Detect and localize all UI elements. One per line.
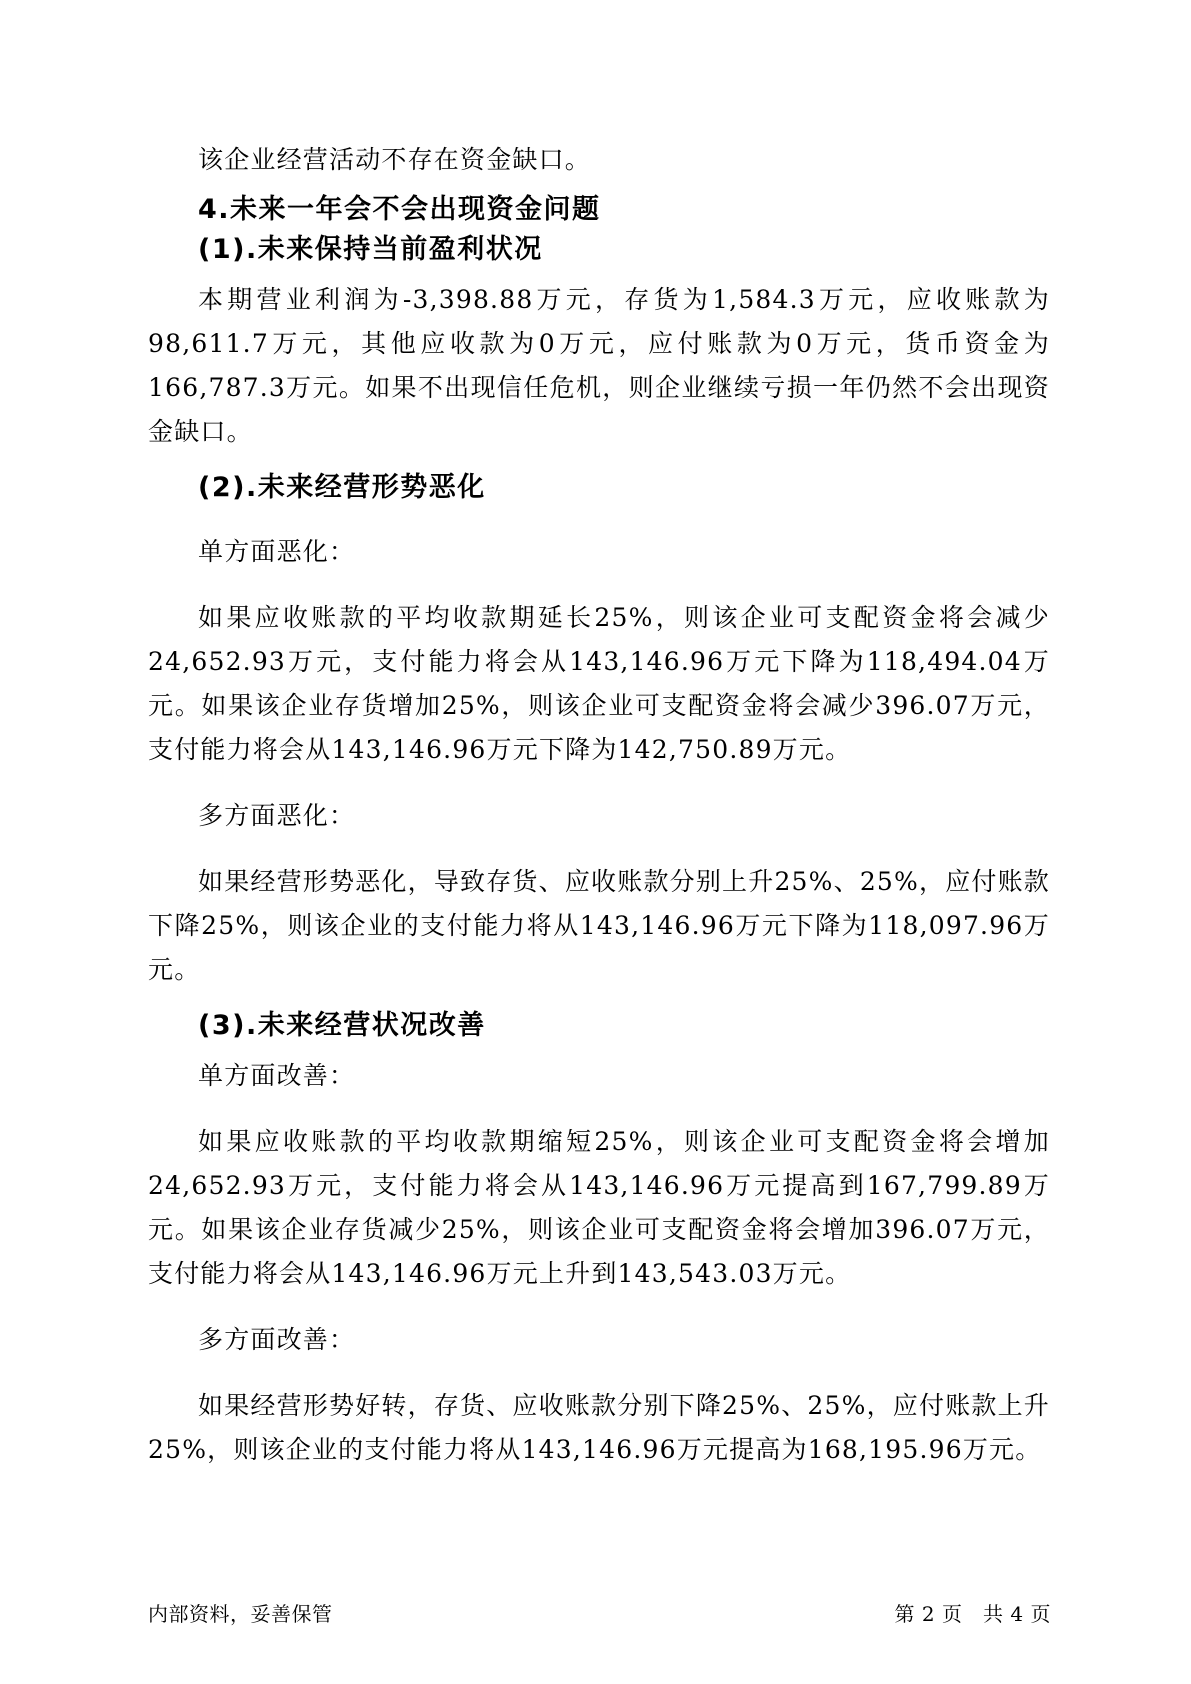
paragraph-multi-deterioration: 如果经营形势恶化，导致存货、应收账款分别上升25%、25%，应付账款下降25%，则该企业的支付能力将从143,146.96万元下降为118,097.96万元。 <box>148 867 1050 984</box>
paragraph-single-improvement-label: 单方面改善： <box>198 1061 356 1090</box>
paragraph-current-profit: 本期营业利润为-3,398.88万元，存货为1,584.3万元，应收账款为98,611.7万元，其他应收款为0万元，应付账款为0万元，货币资金为166,787.3万元。如果不出现信任危机，则企业继续亏损一年仍然不会出现资金缺口。 <box>148 285 1050 446</box>
subsection-heading-4-2: (2).未来经营形势恶化 <box>198 472 486 503</box>
paragraph-single-deterioration: 如果应收账款的平均收款期延长25%，则该企业可支配资金将会减少24,652.93万元，支付能力将会从143,146.96万元下降为118,494.04万元。如果该企业存货增加25%，则该企业可支配资金将会减少396.07万元，支付能力将会从143,146.96万元下降为142,750.89万元。 <box>148 603 1050 764</box>
paragraph-multi-improvement: 如果经营形势好转，存货、应收账款分别下降25%、25%，应付账款上升25%，则该企业的支付能力将从143,146.96万元提高为168,195.96万元。 <box>148 1391 1050 1464</box>
paragraph-single-deterioration-label: 单方面恶化： <box>198 537 356 566</box>
subsection-heading-4-3: (3).未来经营状况改善 <box>198 1010 486 1041</box>
footer-confidential-note: 内部资料，妥善保管 <box>148 1602 333 1626</box>
paragraph-multi-improvement-label: 多方面改善： <box>198 1325 356 1354</box>
page-body <box>148 138 1050 1472</box>
paragraph-single-improvement: 如果应收账款的平均收款期缩短25%，则该企业可支配资金将会增加24,652.93万元，支付能力将会从143,146.96万元提高到167,799.89万元。如果该企业存货减少25%，则该企业可支配资金将会增加396.07万元，支付能力将会从143,146.96万元上升到143,543.03万元。 <box>148 1127 1050 1288</box>
section-heading-4: 4.未来一年会不会出现资金问题 <box>198 194 601 225</box>
footer-page-number: 第 2 页 共 4 页 <box>894 1602 1051 1626</box>
subsection-heading-4-1: (1).未来保持当前盈利状况 <box>198 234 543 265</box>
paragraph-multi-deterioration-label: 多方面恶化： <box>198 801 356 830</box>
paragraph-no-funding-gap: 该企业经营活动不存在资金缺口。 <box>198 145 592 174</box>
